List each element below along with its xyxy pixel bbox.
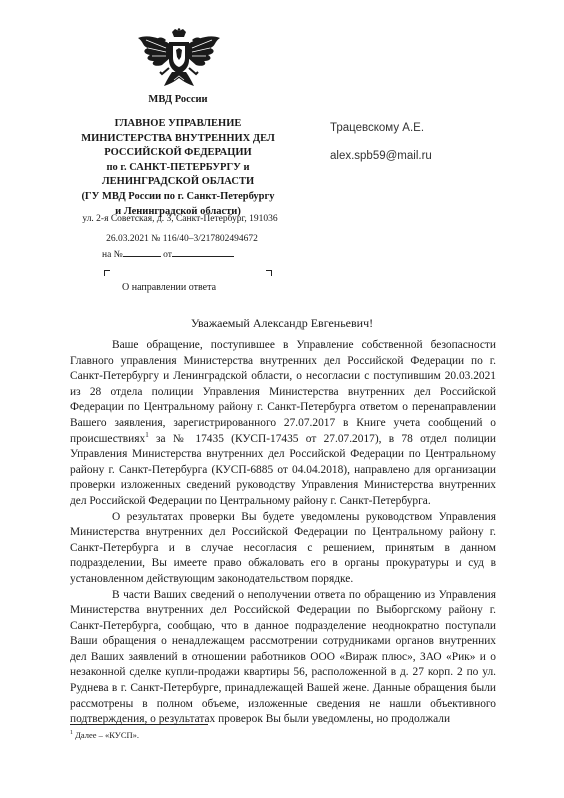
ref-date-blank [172,247,234,257]
org-line: (ГУ МВД России по г. Санкт-Петербургу [81,190,275,202]
org-short-name: МВД России [148,94,208,105]
org-line: ЛЕНИНГРАДСКОЙ ОБЛАСТИ [101,176,255,188]
subject-corner-left [104,270,110,276]
reference-line [102,247,272,260]
paragraph-text: О результатах проверки Вы будете уведомлены руководством Управления Министерства внутренних дел Российской Федерации по Центральному району г. Санкт-Петербурга и в случае несогласия с решением, принятым в данном подразделении, Вы имеете право обжаловать его в органы прокуратуры и суд в установленном действующим законодательством порядке. [70,510,496,585]
org-line: ГЛАВНОЕ УПРАВЛЕНИЕ [114,118,242,129]
paragraph-text: Ваше обращение, поступившее в Управление собственной безопасности Главного управления Министерства внутренних дел Российской Федерации по г. Санкт-Петербургу и Ленинградской области, о несогласии с поступившим 20.03.2021 из 28 отдела полиции Управления Министерства внутренних дел Российской Федерации по Центральному району г. Санкт-Петербурга ответом о перенаправлении Вашего заявления, зарегистрированного 27.07.2017 в Книге учета сообщений о происшествиях [70,339,496,445]
org-line: и Ленинградской области) [115,205,241,217]
paragraph-text: В части Ваших сведений о неполучении ответа по обращению из Управления Министерства внутренних дел Российской Федерации по Выборгскому району г. Санкт-Петербурга, сообщаю, что в данное подразделение неоднократно поступали Ваши обращения о ненадлежащем рассмотрении сотрудниками органов внутренних дел Ваших заявлений в отношении работников ООО «Вираж плюс», ЗАО «Рик» и о незаконной сделке купли-продажи квартиры 56, расположенной в д. 27 корп. 2 по ул. Руднева в г. Санкт-Петербурге, принадлежащей Вашей жене. Данные обращения были рассмотрены в полном объеме, изложенные сведения не нашли объективного подтверждения, о результатах проверок Вы были уведомлены, но продолжали [70,588,496,726]
org-line: РОССИЙСКОЙ ФЕДЕРАЦИИ [104,147,252,159]
recipient-email: alex.spb59@mail.ru [330,150,432,162]
recipient-name: Трацевскому А.Е. [330,122,425,134]
letter-body [70,338,496,728]
ref-number-blank [123,247,161,257]
org-line: МИНИСТЕРСТВА ВНУТРЕННИХ ДЕЛ [81,132,275,144]
subject-corner-right [266,270,272,276]
footnote-mark: 1 [70,730,73,737]
body-paragraph [70,588,496,728]
body-paragraph [70,510,496,588]
footnote-ref: 1 [145,430,149,439]
registration-number: 26.03.2021 № 116/40–3/217802494672 [106,234,258,244]
salutation: Уважаемый Александр Евгеньевич! [190,316,374,330]
footnote [70,730,139,740]
body-paragraph [70,338,496,510]
footnote-text: Далее – «КУСП». [73,730,140,740]
ref-middle: от [163,250,172,260]
footnote-divider [70,724,208,725]
org-address: ул. 2-я Советская, д. 3, Санкт-Петербург, 191036 [82,214,278,224]
org-full-name [62,117,294,219]
paragraph-text: за № 17435 (КУСП-17435 от 27.07.2017), в 78 отдел полиции Управления Министерства внутренних дел Российской Федерации по Центральному району г. Санкт-Петербурга (КУСП-6885 от 04.04.2018), направлено для организации проверки изложенных сведений руководству Управления Министерства внутренних дел Российской Федерации по Центральному району г. Санкт-Петербурга. [70,432,496,507]
letter-subject: О направлении ответа [122,282,217,293]
ref-prefix: на № [102,250,123,260]
double-headed-eagle-emblem-icon [136,28,222,90]
org-line: по г. САНКТ-ПЕТЕРБУРГУ и [106,161,250,173]
